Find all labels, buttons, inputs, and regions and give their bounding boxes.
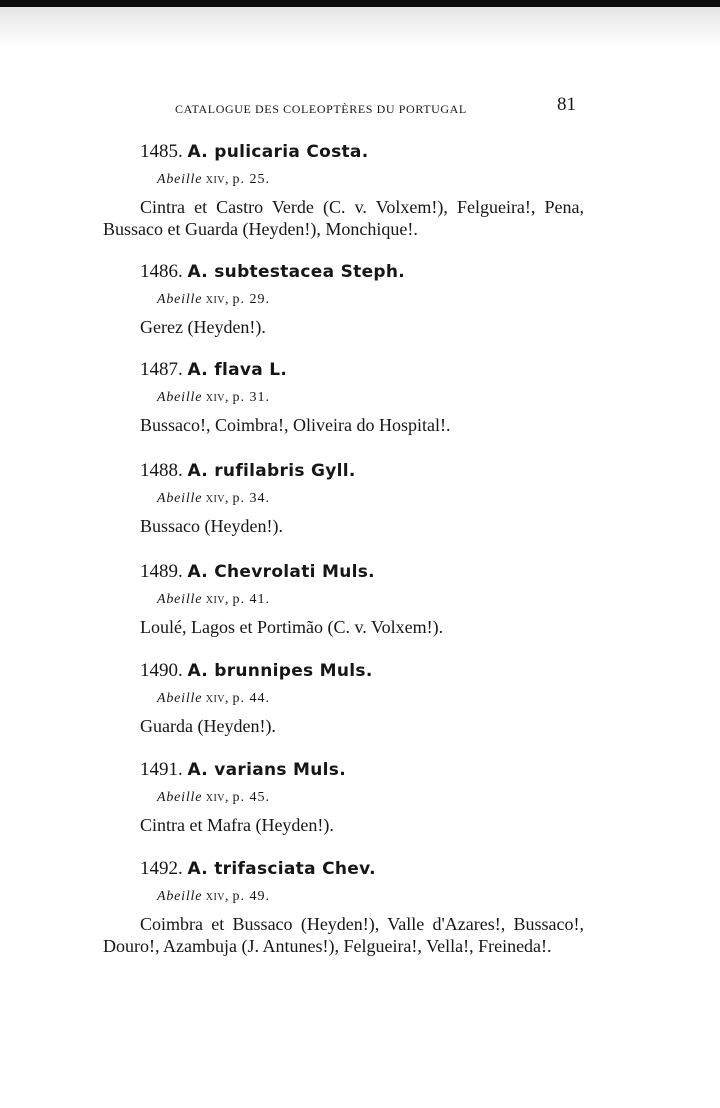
- volume: xiv,: [205, 691, 230, 706]
- page-ref: p. 49.: [232, 889, 271, 904]
- reference: [140, 171, 585, 189]
- catalogue-entry-1489: [140, 561, 585, 638]
- scan-top-edge: [0, 0, 720, 7]
- catalogue-entry-1488: [140, 460, 585, 537]
- running-title: CATALOGUE DES COLEOPTÈRES DU PORTUGAL: [175, 102, 467, 116]
- localities: Bussaco (Heyden!).: [140, 516, 283, 536]
- entry-heading: [140, 759, 585, 781]
- journal-title: Abeille: [157, 390, 203, 405]
- catalogue-entry-1491: [140, 759, 585, 836]
- volume: xiv,: [205, 292, 230, 307]
- reference: [140, 389, 585, 407]
- entry-heading: [140, 660, 585, 682]
- page-ref: p. 25.: [232, 172, 271, 187]
- page-ref: p. 45.: [232, 790, 271, 805]
- journal-title: Abeille: [157, 592, 203, 607]
- entry-number: 1492.: [140, 858, 183, 879]
- species-name: A. rufilabris Gyll.: [187, 461, 356, 481]
- reference: [140, 789, 585, 807]
- entry-heading: [140, 858, 585, 880]
- localities: Guarda (Heyden!).: [140, 716, 276, 736]
- page-ref: p. 31.: [232, 390, 271, 405]
- page-ref: p. 44.: [232, 691, 271, 706]
- volume: xiv,: [205, 889, 230, 904]
- species-name: A. trifasciata Chev.: [187, 859, 376, 879]
- page-number: 81: [557, 94, 576, 115]
- scan-shadow: [0, 7, 720, 47]
- entry-heading: [140, 141, 585, 163]
- entry-number: 1485.: [140, 141, 183, 162]
- reference: [140, 291, 585, 309]
- localities: Gerez (Heyden!).: [140, 317, 266, 337]
- species-name: A. Chevrolati Muls.: [187, 562, 375, 582]
- entry-number: 1488.: [140, 460, 183, 481]
- species-name: A. flava L.: [187, 360, 288, 380]
- catalogue-entry-1492: [103, 858, 585, 957]
- journal-title: Abeille: [157, 172, 203, 187]
- entry-heading: [140, 561, 585, 583]
- localities: Loulé, Lagos et Portimão (C. v. Volxem!).: [140, 617, 444, 637]
- localities: Bussaco!, Coimbra!, Oliveira do Hospital!.: [140, 415, 451, 435]
- entry-heading: [140, 359, 585, 381]
- reference: [140, 690, 585, 708]
- volume: xiv,: [205, 491, 230, 506]
- journal-title: Abeille: [157, 491, 203, 506]
- species-name: A. pulicaria Costa.: [187, 142, 369, 162]
- catalogue-entry-1487: [140, 359, 585, 436]
- entry-number: 1489.: [140, 561, 183, 582]
- entry-number: 1491.: [140, 759, 183, 780]
- species-name: A. brunnipes Muls.: [187, 661, 373, 681]
- reference: [140, 591, 585, 609]
- reference: [140, 888, 585, 906]
- localities: Cintra et Castro Verde (C. v. Volxem!), Felgueira!, Pena, Bussaco et Guarda (Heyden!), Monchique!.: [103, 197, 584, 239]
- catalogue-entry-1486: [140, 261, 585, 338]
- entry-number: 1486.: [140, 261, 183, 282]
- volume: xiv,: [205, 390, 230, 405]
- localities: Cintra et Mafra (Heyden!).: [140, 815, 334, 835]
- entry-heading: [140, 261, 585, 283]
- volume: xiv,: [205, 790, 230, 805]
- reference: [140, 490, 585, 508]
- entry-number: 1487.: [140, 359, 183, 380]
- species-name: A. subtestacea Steph.: [187, 262, 406, 282]
- volume: xiv,: [205, 592, 230, 607]
- page-ref: p. 34.: [232, 491, 271, 506]
- entry-number: 1490.: [140, 660, 183, 681]
- page-ref: p. 29.: [232, 292, 271, 307]
- journal-title: Abeille: [157, 889, 203, 904]
- localities: Coimbra et Bussaco (Heyden!), Valle d'Azares!, Bussaco!, Douro!, Azambuja (J. Antunes!), Felgueira!, Vella!, Freineda!.: [103, 914, 584, 956]
- entry-heading: [140, 460, 585, 482]
- journal-title: Abeille: [157, 790, 203, 805]
- page-ref: p. 41.: [232, 592, 271, 607]
- journal-title: Abeille: [157, 691, 203, 706]
- journal-title: Abeille: [157, 292, 203, 307]
- catalogue-entry-1490: [140, 660, 585, 737]
- catalogue-entry-1485: [103, 141, 585, 240]
- volume: xiv,: [205, 172, 230, 187]
- species-name: A. varians Muls.: [187, 760, 346, 780]
